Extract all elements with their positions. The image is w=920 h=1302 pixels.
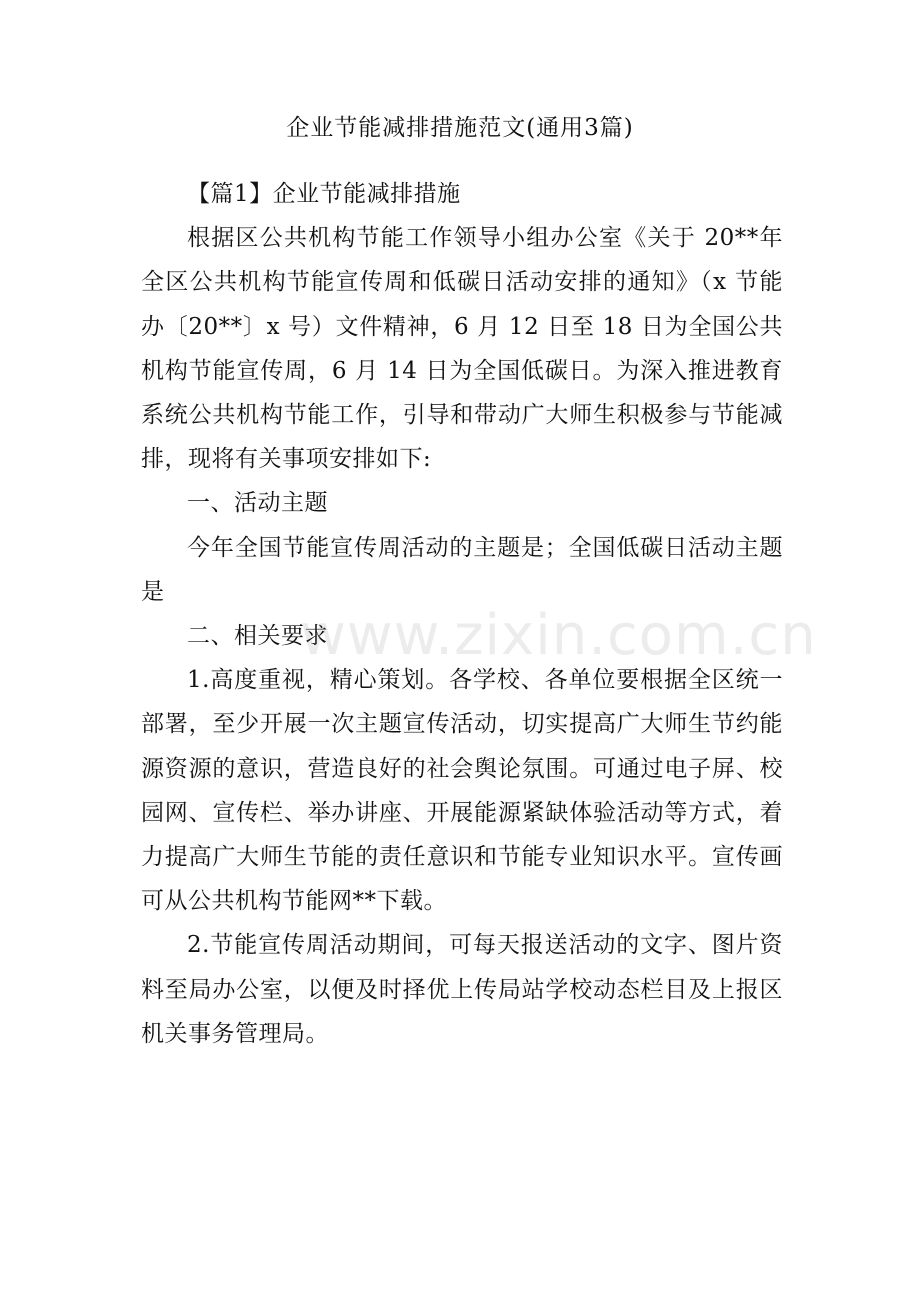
document-title: 企业节能减排措施范文(通用3篇): [286, 115, 634, 141]
paragraph-requirement-1: 1.高度重视，精心策划。各学校、各单位要根据全区统一部署，至少开展一次主题宣传活动，切实提高广大师生节约能源资源的意识，营造良好的社会舆论氛围。可通过电子屏、校园网、宣传栏、举办讲座、开展能源紧缺体验活动等方式，着力提高广大师生节能的责任意识和节能专业知识水平。宣传画可从公共机构节能网**下载。: [141, 667, 783, 915]
document-body: [141, 172, 817, 1056]
section-heading-1: 【篇1】企业节能减排措施: [187, 181, 461, 207]
watermark: www.zixin.com.cn: [300, 603, 817, 668]
paragraph-theme: 今年全国节能宣传周活动的主题是；全国低碳日活动主题是: [141, 534, 783, 605]
paragraph-intro: 根据区公共机构节能工作领导小组办公室《关于 20**年全区公共机构节能宣传周和低碳日活动安排的通知》（x 节能办〔20**〕x 号）文件精神，6 月 12 日至 18 日为全国公共机构节能宣传周，6 月 14 日为全国低碳日。为深入推进教育系统公共机构节能工作，引导和带动广大师生积极参与节能减排，现将有关事项安排如下:: [141, 225, 783, 473]
paragraph-requirement-2: 2.节能宣传周活动期间，可每天报送活动的文字、图片资料至局办公室，以便及时择优上传局站学校动态栏目及上报区机关事务管理局。: [141, 932, 783, 1047]
section-heading-activity-theme: 一、活动主题: [187, 490, 328, 517]
section-heading-requirements: 二、相关要求: [187, 623, 328, 650]
